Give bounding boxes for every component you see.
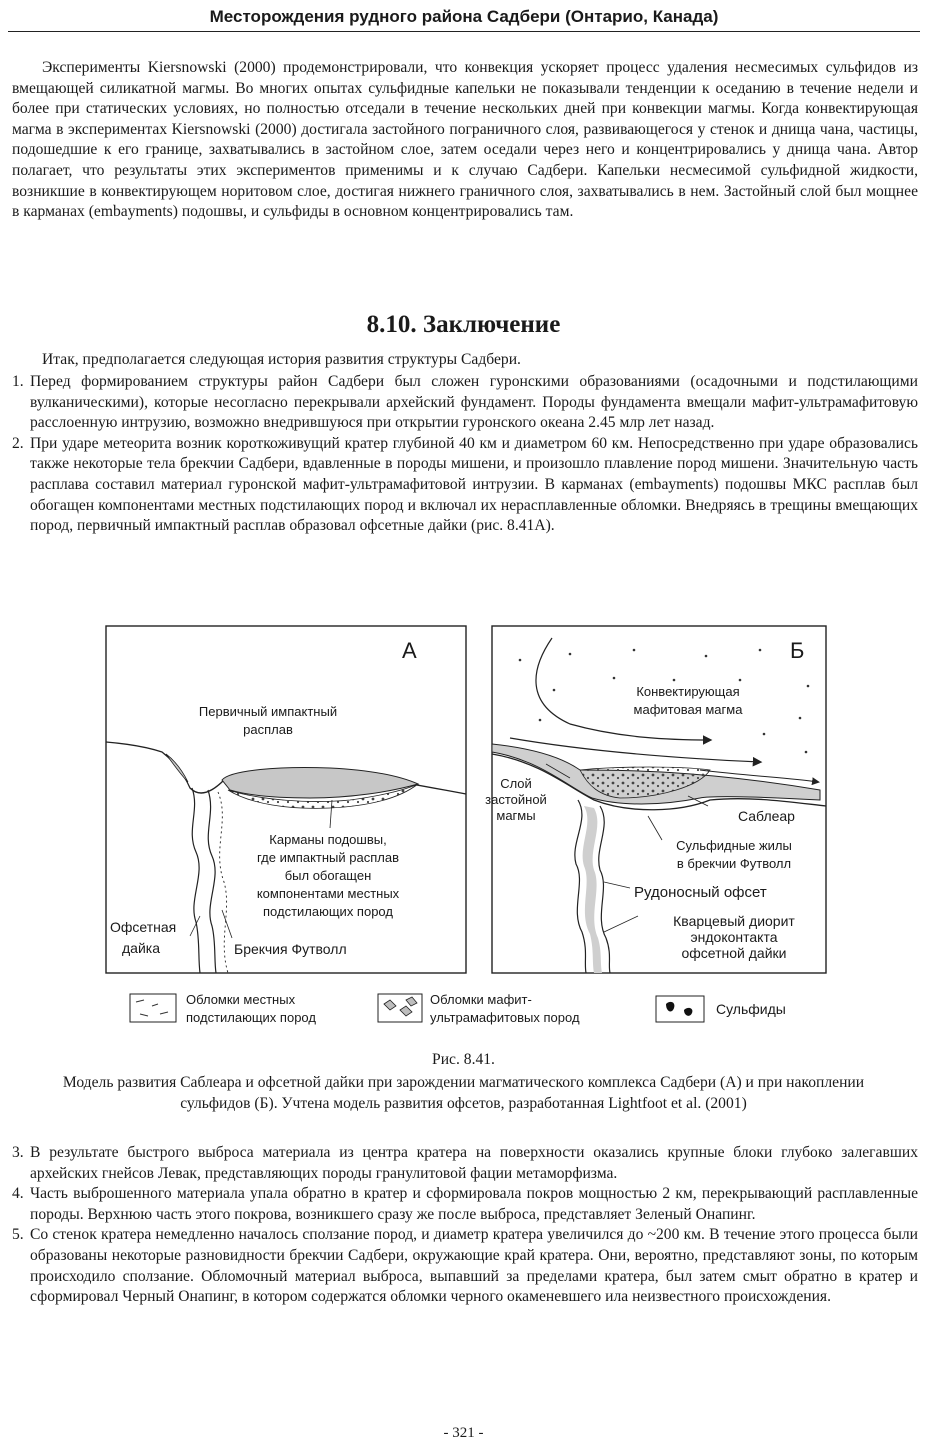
legend-mafic-1: Обломки мафит-	[430, 992, 532, 1007]
panel-b-letter: Б	[790, 638, 805, 663]
list-bottom	[12, 1143, 918, 1308]
legend-swatch-local	[130, 994, 176, 1022]
list-item	[12, 1184, 918, 1225]
label-pockets-4: компонентами местных	[256, 886, 400, 901]
running-header: Месторождения рудного района Садбери (Онтарио, Канада)	[209, 7, 719, 26]
section-lead: Итак, предполагается следующая история развития структуры Садбери.	[42, 351, 521, 368]
label-diorite-3: офсетной дайки	[681, 945, 787, 961]
label-convecting-magma-2: мафитовая магма	[633, 702, 743, 717]
list-item	[12, 1225, 918, 1307]
label-primary-melt-2: расплав	[243, 722, 293, 737]
label-veins-1: Сульфидные жилы	[676, 838, 792, 853]
label-pockets-5: подстилающих пород	[263, 904, 393, 919]
panel-a	[106, 626, 466, 973]
panel-a-letter: А	[402, 638, 417, 663]
list-number: 3.	[12, 1144, 24, 1161]
legend-local-1: Обломки местных	[186, 992, 296, 1007]
legend-sulfides: Сульфиды	[716, 1001, 786, 1017]
list-text: Со стенок кратера немедленно началось сползание пород, и диаметр кратера увеличился до ~200 км. В течение этого процесса были образованы некоторые разновидности брекчии Садбери, окружающие край кратера. Они, вероятно, представляют зоны, по которым происходило сползание. Обломочный материал выброса, выпавший за пределами кратера, был затем смыт обратно в кратер и сформировал Черный Онапинг, в котором содержатся обломки черного окаменевшего ила неизвестного происхождения.	[30, 1226, 918, 1306]
label-stagnant-3: магмы	[496, 808, 536, 823]
list-number: 2.	[12, 434, 24, 452]
list-text: Часть выброшенного материала упала обратно в кратер и сформировала покров мощностью 2 км, перекрывающий расплавленные породы. Верхнюю часть этого покрова, возникшего сразу же после выброса, представляет Зеленый Онапинг.	[30, 1185, 918, 1223]
list-text: В результате быстрого выброса материала из центра кратера на поверхности оказались крупные блоки глубоко залегавших архейских гнейсов Левак, представляющих породы гранулитовой фации метаморфизма.	[30, 1144, 918, 1182]
label-diorite-2: эндоконтакта	[690, 929, 778, 945]
figure-caption: Модель развития Саблеара и офсетной дайки при зарождении магматического комплекса Садбери (А) и при накоплении сульфидов (Б). Учтена модель развития офсетов, разработанная Lightfoot et al. (2001)	[62, 1074, 865, 1112]
label-offset-dike-2: дайка	[122, 940, 160, 956]
intro-paragraph: Эксперименты Kiersnowski (2000) продемонстрировали, что конвекция ускоряет процесс удаления несмесимых сульфидов из вмещающей силикатной магмы. Во многих опытах сульфидные капельки не показывали тенденции к оседанию в течение недели и более при статических условиях, но полностью отседали в течение нескольких дней при конвекции магмы. Когда конвектирующая магма в экспериментах Kiersnowski (2000) достигала застойного пограничного слоя, развивающегося у стенок и днища чана, частицы, подошедшие к его границе, захватывались в застойном слое, затем оседали через него и концентрировались у днища чана. Автор полагает, что результаты этих экспериментов применимы и к случаю Садбери. Капельки несмесимой сульфидной жидкости, возникшие в конвектирующем норитовом слое, достигая нижнего граничного слоя, захватывались в нем. Застойный слой был мощнее в карманах (embayments) подошвы, и сульфиды в основном концентрировались там.	[12, 59, 918, 221]
legend-swatch-sulfides	[656, 996, 704, 1022]
list-text: Перед формированием структуры район Садбери был сложен гуронскими образованиями (осадочными и подстилающими вулканическими), которые несогласно перекрывали архейский фундамент. Породы фундамента вмещали мафит-ультрамафитовую расслоенную интрузию, возможно внедрившуюся при открытии гуронского океана 2.45 млр лет назад.	[30, 373, 918, 432]
figure-svg	[100, 620, 830, 1040]
header-rule	[8, 31, 920, 32]
list-number: 1.	[12, 373, 24, 390]
label-pockets-1: Карманы подошвы,	[269, 832, 387, 847]
list-number: 5.	[12, 1226, 24, 1244]
label-offset-dike-1: Офсетная	[110, 919, 177, 935]
label-footwall-breccia: Брекчия Футволл	[234, 941, 347, 957]
section-title: 8.10. Заключение	[366, 311, 561, 338]
label-diorite-1: Кварцевый диорит	[673, 913, 795, 929]
legend-local-2: подстилающих пород	[186, 1010, 316, 1025]
figure-8-41	[100, 620, 830, 1040]
list-item	[12, 1143, 918, 1184]
label-pockets-3: был обогащен	[284, 868, 372, 883]
list-item	[12, 434, 918, 537]
list-number: 4.	[12, 1185, 24, 1203]
label-pockets-2: где импактный расплав	[257, 850, 399, 865]
label-veins-2: в брекчии Футволл	[676, 856, 792, 871]
legend-mafic-2: ультрамафитовых пород	[430, 1010, 580, 1025]
label-stagnant-2: застойной	[485, 792, 547, 807]
list-text: При ударе метеорита возник короткоживущий кратер глубиной 40 км и диаметром 60 км. Непосредственно при ударе образовались также некоторые тела брекчии Садбери, вдавленные в породы мишени, и произошло плавление пород мишени. Значительную часть расплава составил материал гуронской мафит-ультрамафитовой интрузии. В карманах (embayments) подошвы МКС расплав был обогащен компонентами местных подстилающих пород и включал их нерасплавленные обломки. Внедряясь в трещины вмещающих пород, первичный импактный расплав образовал офсетные дайки (рис. 8.41А).	[30, 434, 918, 535]
page-number: - 321 -	[443, 1425, 484, 1441]
label-ore-offset: Рудоносный офсет	[634, 884, 767, 901]
label-convecting-magma-1: Конвектирующая	[636, 684, 740, 699]
figure-label: Рис. 8.41.	[432, 1051, 495, 1068]
list-item	[12, 372, 918, 434]
list-top	[12, 372, 918, 537]
panel-b	[485, 626, 826, 973]
label-primary-melt-1: Первичный импактный	[198, 704, 338, 719]
figure-legend	[130, 992, 786, 1025]
label-stagnant-1: Слой	[500, 776, 532, 791]
legend-swatch-mafic	[378, 994, 422, 1022]
label-sublayer: Саблеар	[738, 808, 795, 824]
